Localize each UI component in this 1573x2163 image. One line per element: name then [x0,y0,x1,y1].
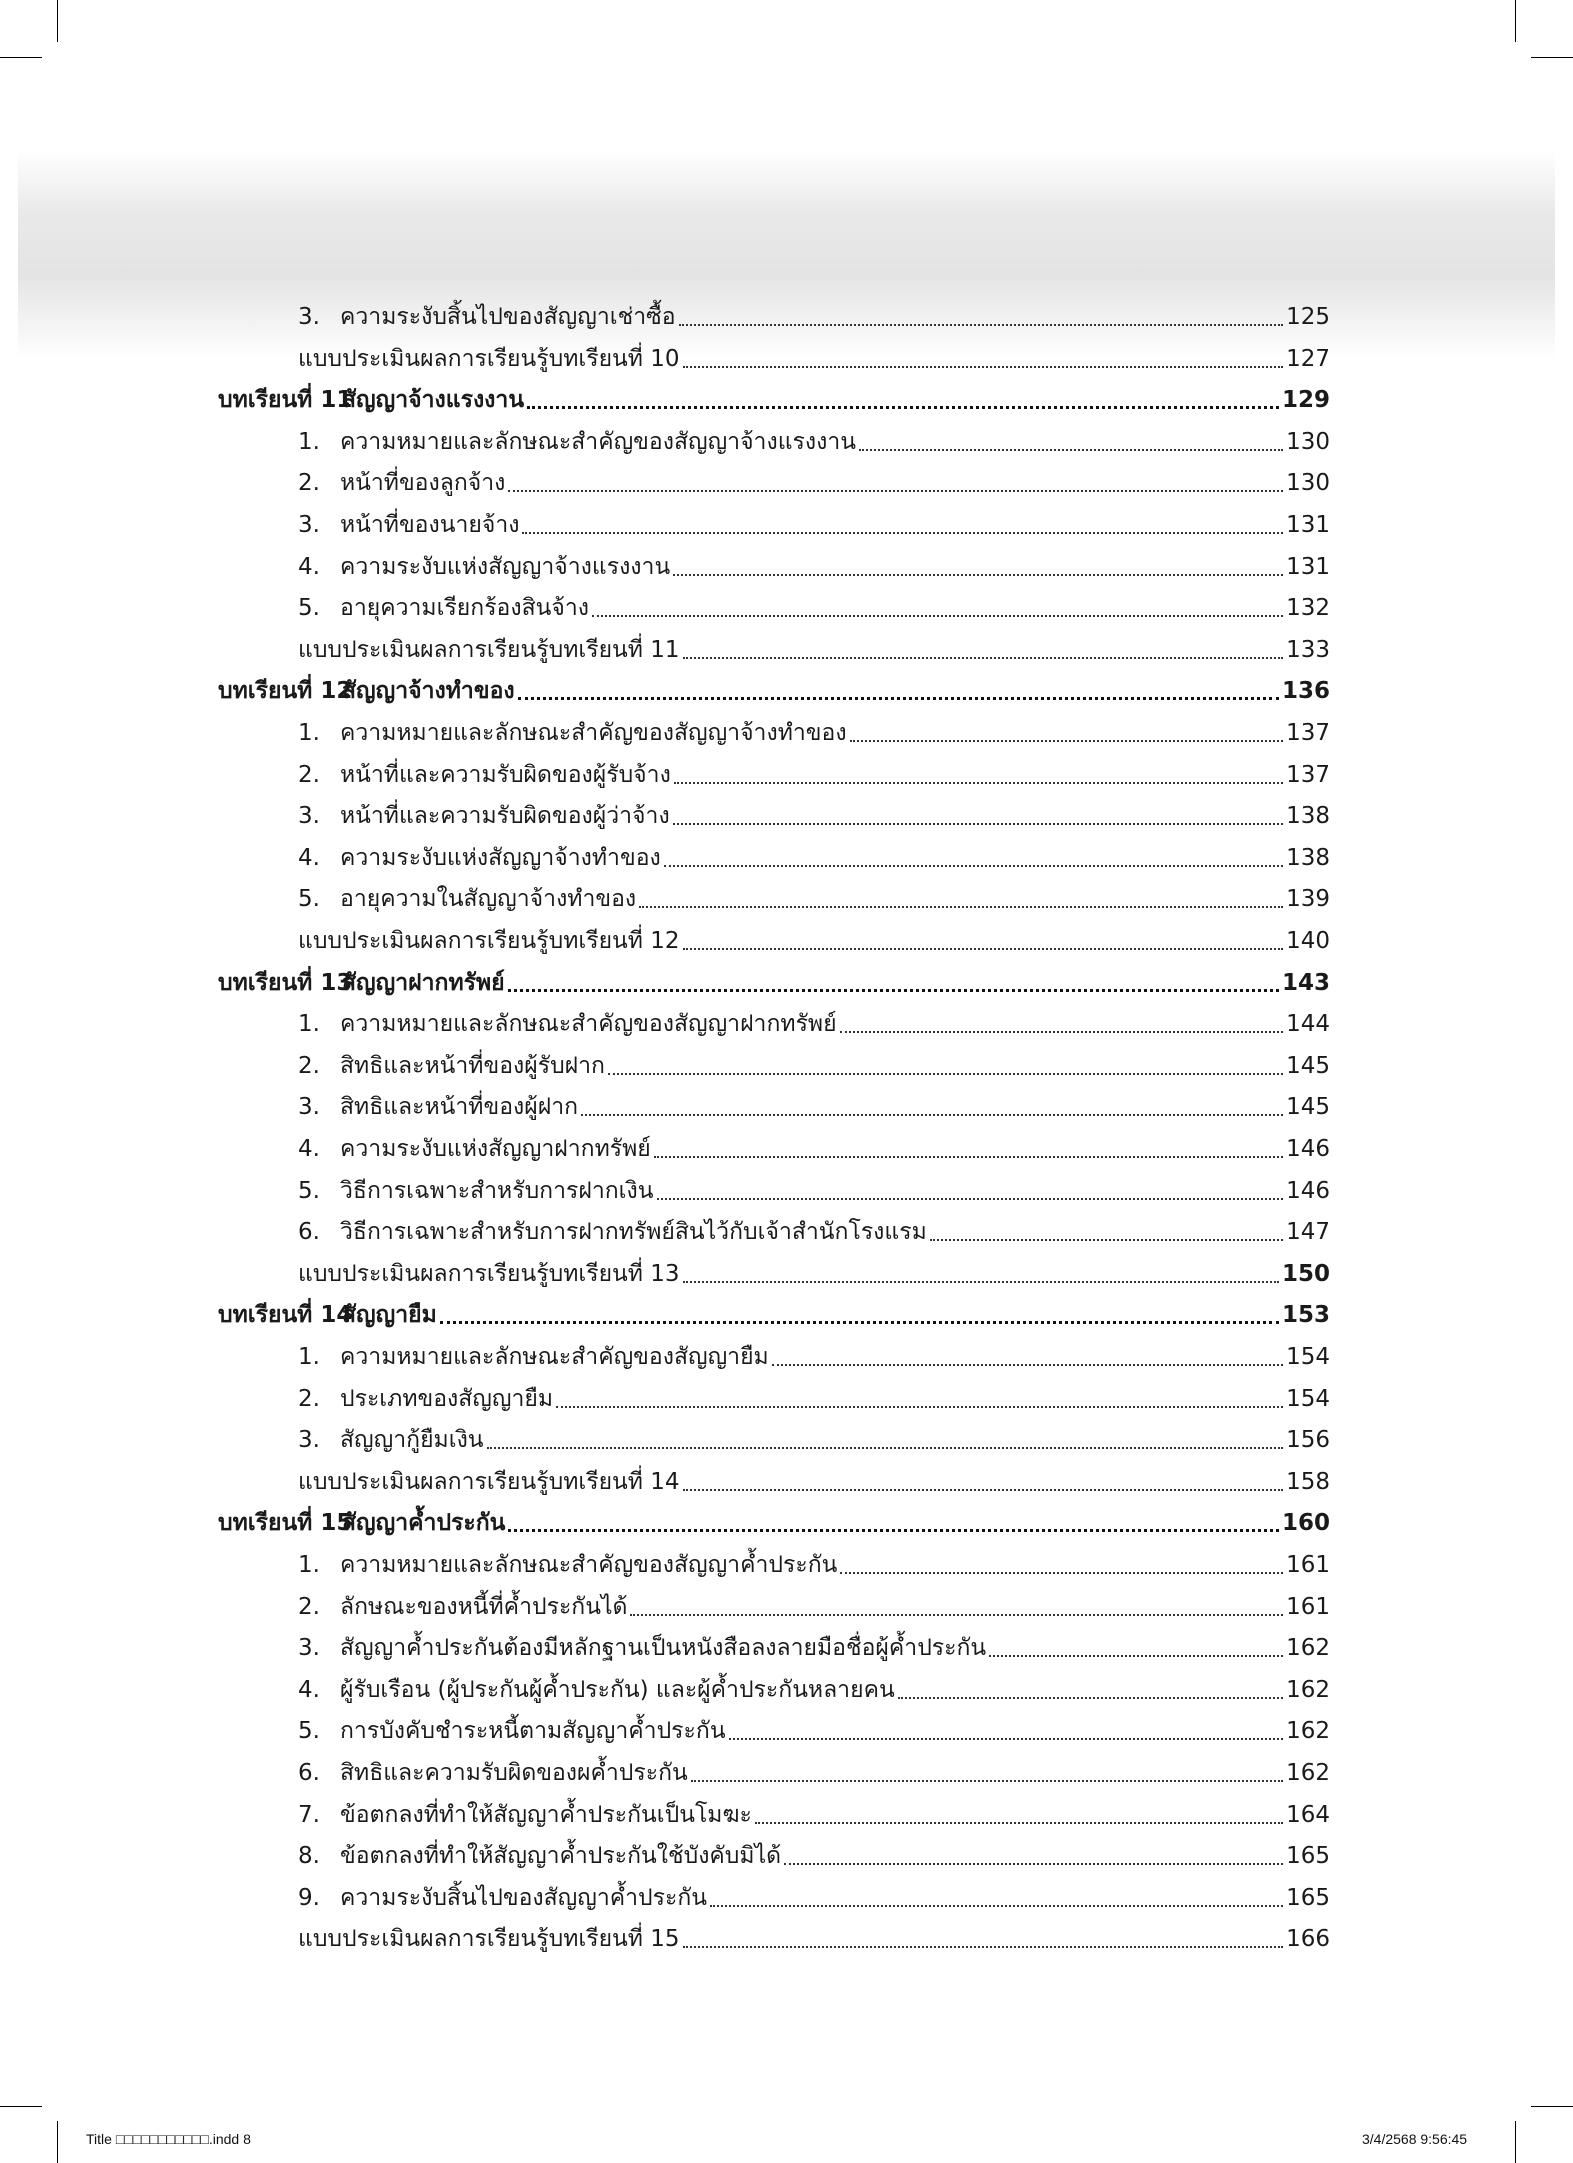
toc-entry-title: ความหมายและลักษณะสำคัญของสัญญาจ้างทำของ [340,720,847,746]
toc-item-row [298,1087,1330,1127]
crop-mark [57,2121,58,2163]
toc-entry-title: ความระงับสิ้นไปของสัญญาค้ำประกัน [340,1885,708,1911]
toc-item-row [298,588,1330,628]
toc-item-row [298,1337,1330,1377]
toc-page-number: 130 [1286,470,1330,496]
toc-page-number: 145 [1286,1094,1330,1120]
toc-item-number: 3. [298,803,320,829]
toc-entry-title: แบบประเมินผลการเรียนรู้บทเรียนที่ 14 [298,1469,680,1495]
toc-leader-dots [683,1489,1284,1491]
toc-chapter-row [218,963,1330,1003]
toc-item-number: 2. [298,1053,320,1079]
toc-evaluation-row [298,1919,1330,1959]
toc-entry-title: สัญญาค้ำประกัน [342,1510,506,1536]
toc-page-number: 161 [1286,1594,1330,1620]
toc-page-number: 162 [1286,1635,1330,1661]
toc-page-number: 165 [1286,1885,1330,1911]
toc-entry-title: สิทธิและหน้าที่ของผู้ฝาก [340,1094,579,1120]
toc-leader-dots [664,865,1283,867]
toc-leader-dots [930,1239,1283,1241]
toc-entry-title: แบบประเมินผลการเรียนรู้บทเรียนที่ 13 [298,1261,680,1287]
toc-page-number: 137 [1286,762,1330,788]
toc-leader-dots [989,1655,1283,1657]
toc-leader-dots [772,1364,1283,1366]
toc-entry-title: แบบประเมินผลการเรียนรู้บทเรียนที่ 12 [298,928,680,954]
toc-page-number: 160 [1281,1510,1330,1536]
footer-datetime: 3/4/2568 9:56:45 [1362,2131,1468,2147]
toc-chapter-label: บทเรียนที่ 13 [218,970,353,996]
toc-entry-title: สิทธิและหน้าที่ของผู้รับฝาก [340,1053,605,1079]
toc-page-number: 133 [1286,637,1330,663]
toc-item-row [298,1670,1330,1710]
crop-mark [1531,57,1573,58]
toc-item-row [298,1878,1330,1918]
toc-evaluation-row [298,630,1330,670]
toc-item-number: 4. [298,1136,320,1162]
toc-leader-dots [683,1946,1284,1948]
toc-item-row [298,796,1330,836]
toc-item-number: 7. [298,1802,320,1828]
crop-mark [0,57,42,58]
toc-entry-title: ความระงับแห่งสัญญาจ้างทำของ [340,845,661,871]
toc-item-number: 1. [298,1011,320,1037]
toc-evaluation-row [298,921,1330,961]
toc-item-row [298,1171,1330,1211]
toc-leader-dots [608,1073,1283,1075]
footer-file-label: Title □□□□□□□□□□□.indd 8 [86,2131,251,2147]
crop-mark [57,0,58,42]
toc-page-number: 138 [1286,845,1330,871]
crop-mark [1531,2106,1573,2107]
toc-item-number: 1. [298,429,320,455]
toc-item-number: 5. [298,1178,320,1204]
toc-page-number: 125 [1286,304,1330,330]
toc-leader-dots [440,1321,1279,1324]
toc-leader-dots [710,1905,1283,1907]
toc-item-row [298,463,1330,503]
toc-leader-dots [527,406,1279,409]
toc-page-number: 162 [1286,1760,1330,1786]
toc-entry-title: หน้าที่ของลูกจ้าง [340,470,506,496]
toc-page-number: 154 [1286,1386,1330,1412]
toc-item-row [298,547,1330,587]
toc-leader-dots [674,782,1283,784]
toc-item-number: 2. [298,1594,320,1620]
toc-item-row [298,1379,1330,1419]
toc-item-row [298,1587,1330,1627]
toc-item-row [298,1212,1330,1252]
toc-chapter-label: บทเรียนที่ 11 [218,387,353,413]
toc-leader-dots [673,574,1283,576]
toc-entry-title: วิธีการเฉพาะสำหรับการฝากเงิน [340,1178,654,1204]
crop-mark [0,2106,42,2107]
toc-leader-dots [859,449,1283,451]
toc-chapter-row [218,1295,1330,1335]
toc-item-number: 2. [298,762,320,788]
toc-item-row [298,422,1330,462]
toc-entry-title: สัญญาจ้างแรงงาน [342,387,525,413]
toc-leader-dots [755,1822,1283,1824]
toc-item-number: 6. [298,1219,320,1245]
toc-entry-title: อายุความในสัญญาจ้างทำของ [340,886,637,912]
toc-evaluation-row [298,339,1330,379]
toc-entry-title: สัญญากู้ยืมเงิน [340,1427,484,1453]
toc-page-number: 132 [1286,595,1330,621]
toc-leader-dots [673,823,1283,825]
toc-leader-dots [592,615,1283,617]
toc-item-number: 1. [298,1344,320,1370]
toc-item-row [298,1795,1330,1835]
toc-chapter-label: บทเรียนที่ 12 [218,678,353,704]
toc-entry-title: ข้อตกลงที่ทำให้สัญญาค้ำประกันเป็นโมฆะ [340,1802,752,1828]
toc-entry-title: ความระงับแห่งสัญญาฝากทรัพย์ [340,1136,651,1162]
toc-item-row [298,838,1330,878]
toc-page-number: 138 [1286,803,1330,829]
toc-item-number: 4. [298,554,320,580]
toc-entry-title: แบบประเมินผลการเรียนรู้บทเรียนที่ 15 [298,1926,680,1952]
toc-page-number: 153 [1281,1302,1330,1328]
toc-leader-dots [683,948,1284,950]
toc-item-number: 1. [298,720,320,746]
toc-page-number: 162 [1286,1718,1330,1744]
toc-entry-title: สัญญาค้ำประกันต้องมีหลักฐานเป็นหนังสือลงลายมือชื่อผู้ค้ำประกัน [340,1635,987,1661]
toc-evaluation-row [298,1462,1330,1502]
toc-leader-dots [487,1447,1284,1449]
toc-entry-title: ความระงับแห่งสัญญาจ้างแรงงาน [340,554,671,580]
toc-leader-dots [522,532,1283,534]
toc-item-number: 3. [298,1094,320,1120]
toc-entry-title: ประเภทของสัญญายืม [340,1386,554,1412]
toc-item-number: 3. [298,1635,320,1661]
toc-entry-title: สัญญายืม [342,1302,437,1328]
toc-item-number: 5. [298,1718,320,1744]
toc-entry-title: การบังคับชำระหนี้ตามสัญญาค้ำประกัน [340,1718,726,1744]
toc-entry-title: วิธีการเฉพาะสำหรับการฝากทรัพย์สินไว้กับเจ้าสำนักโรงแรม [340,1219,927,1245]
toc-item-number: 1. [298,1552,320,1578]
toc-leader-dots [691,1780,1283,1782]
toc-leader-dots [654,1156,1283,1158]
toc-entry-title: ข้อตกลงที่ทำให้สัญญาค้ำประกันใช้บังคับมิได้ [340,1843,782,1869]
toc-item-number: 6. [298,1760,320,1786]
toc-item-number: 8. [298,1843,320,1869]
toc-entry-title: ความหมายและลักษณะสำคัญของสัญญาจ้างแรงงาน [340,429,856,455]
toc-page-number: 146 [1286,1136,1330,1162]
toc-page-number: 161 [1286,1552,1330,1578]
toc-entry-title: หน้าที่และความรับผิดของผู้ว่าจ้าง [340,803,670,829]
toc-chapter-label: บทเรียนที่ 15 [218,1510,353,1536]
toc-page-number: 166 [1286,1926,1330,1952]
toc-entry-title: อายุความเรียกร้องสินจ้าง [340,595,589,621]
toc-leader-dots [840,1572,1283,1574]
toc-item-number: 2. [298,1386,320,1412]
toc-entry-title: สัญญาจ้างทำของ [342,678,515,704]
toc-item-row [298,755,1330,795]
toc-leader-dots [683,366,1284,368]
toc-leader-dots [898,1697,1283,1699]
toc-page-number: 131 [1286,512,1330,538]
toc-item-number: 4. [298,1677,320,1703]
toc-page-number: 130 [1286,429,1330,455]
toc-item-row [298,1711,1330,1751]
toc-page-number: 137 [1286,720,1330,746]
toc-page-number: 164 [1286,1802,1330,1828]
toc-leader-dots [581,1114,1283,1116]
toc-page-number: 136 [1281,678,1330,704]
toc-entry-title: ความหมายและลักษณะสำคัญของสัญญายืม [340,1344,769,1370]
toc-entry-title: หน้าที่และความรับผิดของผู้รับจ้าง [340,762,671,788]
toc-item-number: 4. [298,845,320,871]
toc-item-row [298,1046,1330,1086]
toc-item-row [298,879,1330,919]
toc-entry-title: สิทธิและความรับผิดของผคํ้าประกัน [340,1760,688,1786]
toc-page-number: 150 [1281,1261,1330,1287]
toc-entry-title: ความระงับสิ้นไปของสัญญาเช่าซื้อ [340,304,676,330]
toc-entry-title: ลักษณะของหนี้ที่ค้ำประกันได้ [340,1594,628,1620]
toc-entry-title: ผู้รับเรือน (ผู้ประกันผู้ค้ำประกัน) และผู้ค้ำประกันหลายคน [340,1677,895,1703]
toc-item-row [298,1420,1330,1460]
toc-page-number: 165 [1286,1843,1330,1869]
toc-page-number: 143 [1281,970,1330,996]
toc-entry-title: แบบประเมินผลการเรียนรู้บทเรียนที่ 11 [298,637,680,663]
toc-leader-dots [683,657,1284,659]
toc-item-number: 2. [298,470,320,496]
toc-page-number: 162 [1286,1677,1330,1703]
toc-evaluation-row [298,1254,1330,1294]
toc-chapter-row [218,1503,1330,1543]
toc-item-number: 5. [298,886,320,912]
toc-page-number: 145 [1286,1053,1330,1079]
toc-leader-dots [840,1031,1284,1033]
toc-page-number: 156 [1286,1427,1330,1453]
toc-leader-dots [556,1406,1283,1408]
toc-entry-title: แบบประเมินผลการเรียนรู้บทเรียนที่ 10 [298,346,680,372]
toc-page-number: 146 [1286,1178,1330,1204]
toc-item-number: 9. [298,1885,320,1911]
toc-leader-dots [850,740,1284,742]
toc-item-row [298,1545,1330,1585]
toc-item-number: 3. [298,304,320,330]
toc-leader-dots [784,1863,1283,1865]
toc-page-number: 129 [1281,387,1330,413]
toc-item-row [298,1004,1330,1044]
toc-item-row [298,1129,1330,1169]
toc-leader-dots [508,490,1283,492]
toc-leader-dots [683,1281,1279,1283]
toc-chapter-label: บทเรียนที่ 14 [218,1302,353,1328]
toc-page-number: 154 [1286,1344,1330,1370]
toc-chapter-row [218,671,1330,711]
crop-mark [1515,2121,1516,2163]
toc-page-number: 127 [1286,346,1330,372]
toc-item-row [298,1628,1330,1668]
toc-item-number: 3. [298,512,320,538]
toc-leader-dots [508,1529,1279,1532]
toc-item-row [298,713,1330,753]
toc-leader-dots [630,1614,1283,1616]
toc-page-number: 131 [1286,554,1330,580]
toc-item-row [298,505,1330,545]
toc-leader-dots [508,989,1279,992]
toc-entry-title: หน้าที่ของนายจ้าง [340,512,520,538]
toc-page-number: 144 [1286,1011,1330,1037]
toc-page-number: 140 [1286,928,1330,954]
toc-leader-dots [679,324,1284,326]
crop-mark [1515,0,1516,42]
toc-entry-title: ความหมายและลักษณะสำคัญของสัญญาค้ำประกัน [340,1552,838,1578]
toc-item-row [298,1836,1330,1876]
toc-leader-dots [639,906,1283,908]
toc-item-row [298,297,1330,337]
toc-item-row [298,1753,1330,1793]
toc-chapter-row [218,380,1330,420]
toc-page-number: 158 [1286,1469,1330,1495]
toc-item-number: 5. [298,595,320,621]
toc-item-number: 3. [298,1427,320,1453]
toc-page-number: 139 [1286,886,1330,912]
toc-entry-title: สัญญาฝากทรัพย์ [342,970,505,996]
toc-leader-dots [657,1198,1284,1200]
toc-page-number: 147 [1286,1219,1330,1245]
toc-leader-dots [518,697,1279,700]
toc-leader-dots [729,1738,1284,1740]
toc-entry-title: ความหมายและลักษณะสำคัญของสัญญาฝากทรัพย์ [340,1011,837,1037]
